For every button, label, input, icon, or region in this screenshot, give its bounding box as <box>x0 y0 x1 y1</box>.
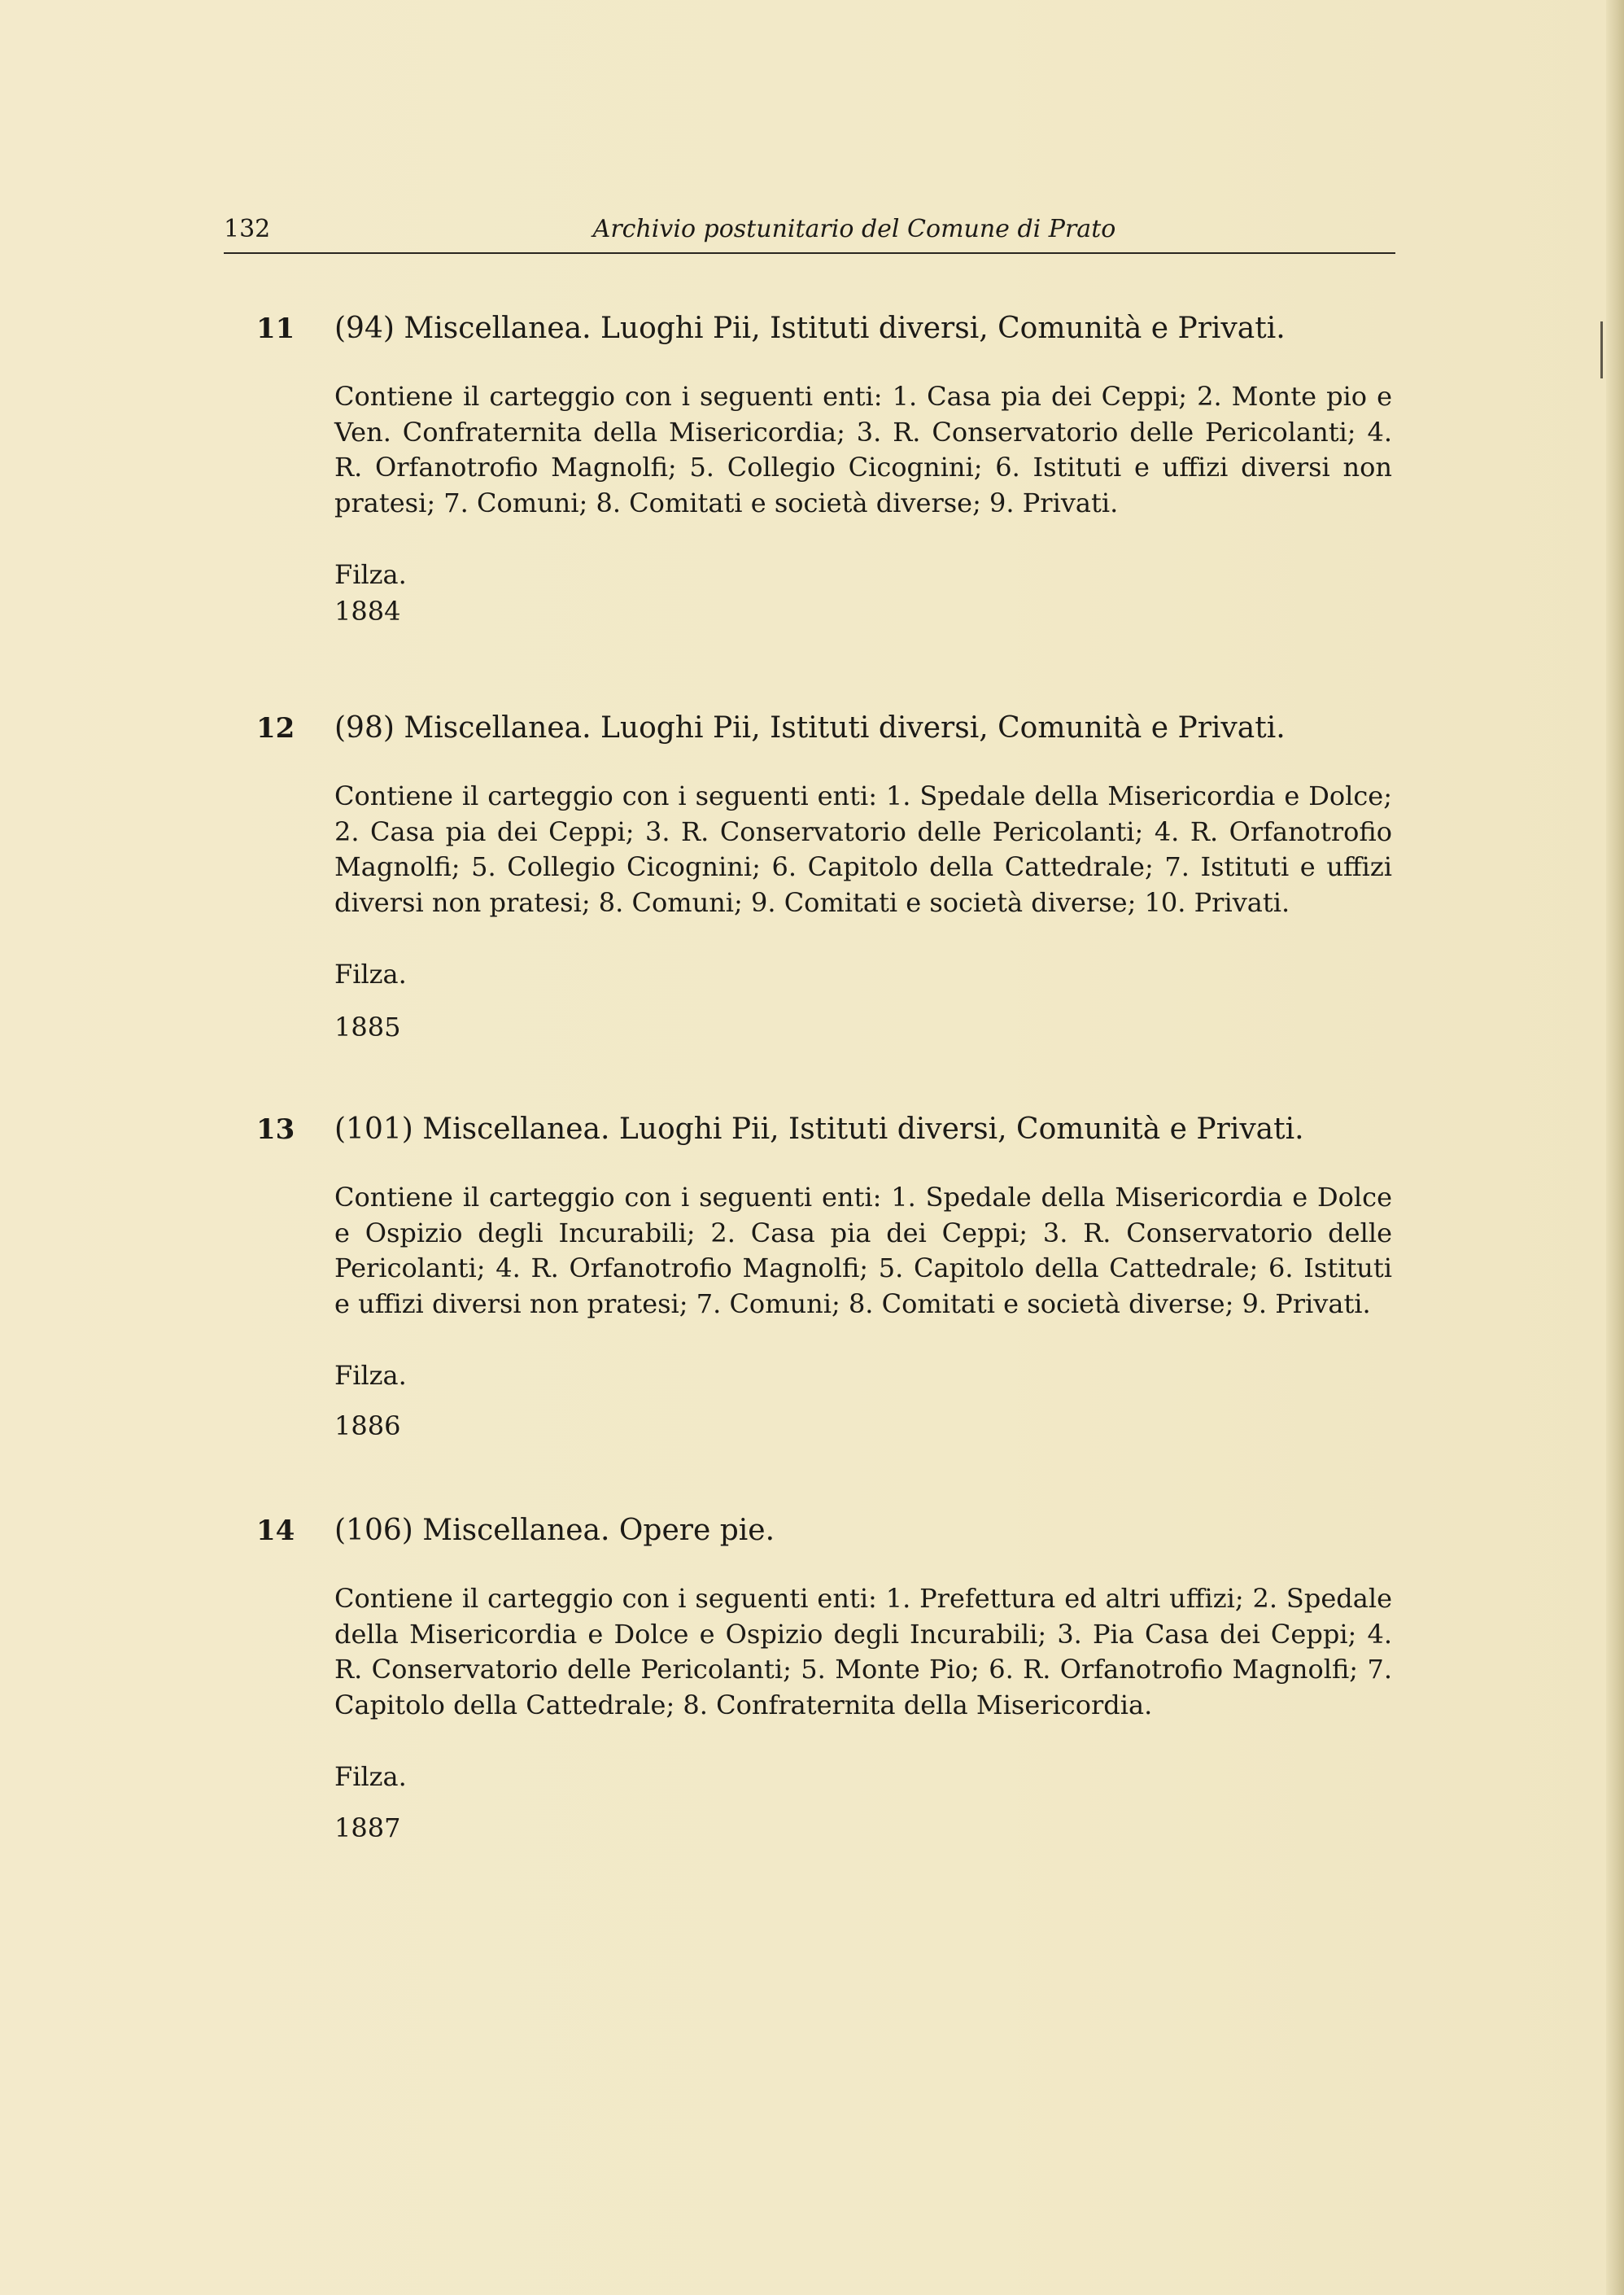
page-margin-mark <box>1600 321 1603 378</box>
entry-title: (101) Miscellanea. Luoghi Pii, Istituti diversi, Comunità e Privati. <box>334 1113 1304 1146</box>
entry-year: 1886 <box>334 1410 401 1441</box>
entry-year: 1887 <box>334 1812 401 1843</box>
entry-unit: Filza. <box>334 959 407 990</box>
entry-description: Contiene il carteggio con i seguenti enti: 1. Prefettura ed altri uffizi; 2. Spedale della Misericordia e Dolce e Ospizio degli Incurabili; 3. Pia Casa dei Ceppi; 4. R. Conservatorio delle Pericolanti; 5. Monte Pio; 6. R. Orfanotrofio Magnolfi; 7. Capitolo della Cattedrale; 8. Confraternita della Misericordia. <box>334 1583 1392 1720</box>
entry-number: 14 <box>256 1515 295 1547</box>
catalog-entry <box>224 1511 1395 1853</box>
entry-number: 12 <box>256 712 295 745</box>
entry-description: Contiene il carteggio con i seguenti enti: 1. Spedale della Misericordia e Dolce; 2. Casa pia dei Ceppi; 3. R. Conservatorio delle Pericolanti; 4. R. Orfanotrofio Magnolfi; 5. Collegio Cicognini; 6. Capitolo della Cattedrale; 7. Istituti e uffizi diversi non pratesi; 8. Comuni; 9. Comitati e società diverse; 10. Privati. <box>334 780 1392 918</box>
entry-year: 1885 <box>334 1012 401 1043</box>
entry-year: 1884 <box>334 596 401 627</box>
entry-title: (98) Miscellanea. Luoghi Pii, Istituti diversi, Comunità e Privati. <box>334 711 1286 745</box>
catalog-entry <box>224 709 1395 1051</box>
page-header <box>224 213 1395 254</box>
page-number: 132 <box>224 215 271 243</box>
entry-unit: Filza. <box>334 1761 407 1792</box>
catalog-entry <box>224 309 1395 651</box>
entry-title: (106) Miscellanea. Opere pie. <box>334 1514 775 1547</box>
entry-description: Contiene il carteggio con i seguenti enti: 1. Spedale della Misericordia e Dolce e Ospizio degli Incurabili; 2. Casa pia dei Ceppi; 3. R. Conservatorio delle Pericolanti; 4. R. Orfanotrofio Magnolfi; 5. Capitolo della Cattedrale; 6. Istituti e uffizi diversi non pratesi; 7. Comuni; 8. Comitati e società diverse; 9. Privati. <box>334 1182 1392 1319</box>
entry-title: (94) Miscellanea. Luoghi Pii, Istituti diversi, Comunità e Privati. <box>334 312 1286 345</box>
entry-unit: Filza. <box>334 559 407 590</box>
entry-number: 11 <box>256 313 295 345</box>
entry-description: Contiene il carteggio con i seguenti enti: 1. Casa pia dei Ceppi; 2. Monte pio e Ven. Confraternita della Misericordia; 3. R. Conservatorio delle Pericolanti; 4. R. Orfanotrofio Magnolfi; 5. Collegio Cicognini; 6. Istituti e uffizi diversi non pratesi; 7. Comuni; 8. Comitati e società diverse; 9. Privati. <box>334 381 1392 518</box>
page-edge <box>1606 0 1624 2295</box>
catalog-entry <box>224 1110 1395 1452</box>
entry-number: 13 <box>256 1113 295 1146</box>
entry-unit: Filza. <box>334 1360 407 1391</box>
running-title: Archivio postunitario del Comune di Prato <box>592 215 1116 243</box>
